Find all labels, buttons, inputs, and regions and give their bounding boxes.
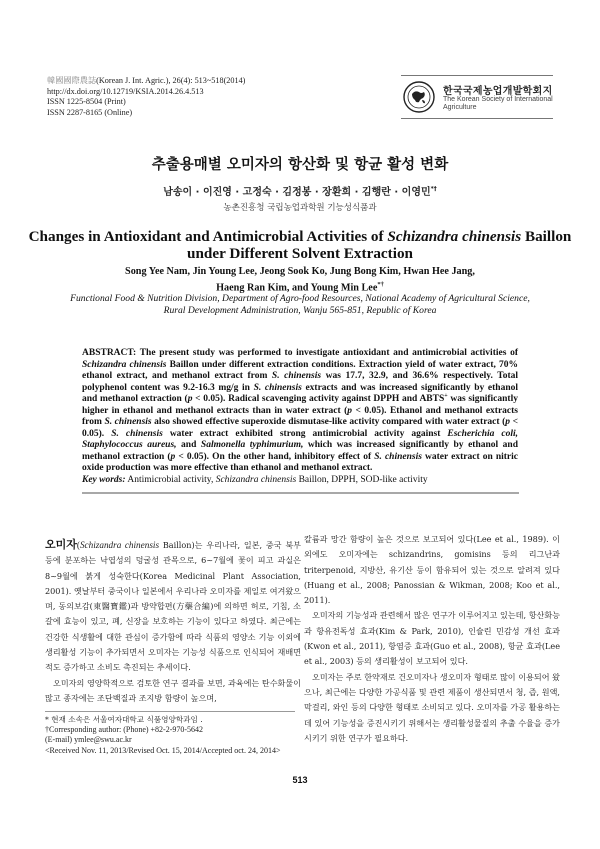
- abstract-label: ABSTRACT:: [82, 348, 137, 358]
- intro-paragraph-1: 오미자(Schizandra chinensis Baillon)는 우리나라, 일본, 중국 북부 등에 분포하는 낙엽성의 덩굴성 관목으로, 6~7월에 꽃이 피고 과실은 8~9월에 붉게 성숙한다(Korea Medicinal Plant Association, 2001). 옛날부터 중국이나 일본에서 우리나라 오미자를 제일로 여겨왔으며, 동의보감(東醫寶鑑)과 방약합편(方藥合編)에 의하면 허로, 기침, 소갈에 효능이 있고, 폐, 신장을 보호하는 기능이 있다고 하였다. 최근에는 건강한 식생활에 대한 관심이 증가함에 따라 식품의 영양소 기능 이외에 생리활성 기능이 추가되면서 오미자는 기능성 식품으로 인식되어 재배면적도 증가하고 소비도 촉진되는 추세이다.: [45, 538, 301, 673]
- footnote-email[interactable]: (E-mail) ymlee@swu.ac.kr: [45, 735, 132, 745]
- body-right-column: [304, 532, 560, 746]
- korean-authors: 남송이 · 이진영 · 고정숙 · 김정봉 · 장환희 · 김행란 · 이영민*†: [163, 185, 437, 198]
- korean-affiliation: 농촌진흥청 국립농업과학원 기능성식품과: [223, 203, 377, 213]
- globe-emblem-icon: [403, 81, 435, 113]
- footnote-corresponding: †Corresponding author: (Phone) +82-2-970-5642: [45, 725, 204, 735]
- footnotes: [45, 715, 281, 756]
- english-authors: Song Yee Nam, Jin Young Lee, Jeong Sook Ko, Jung Bong Kim, Hwan Hee Jang, Haeng Ran Kim, and Young Min Lee*†: [125, 266, 475, 293]
- page-number: 513: [292, 775, 308, 785]
- society-name-en: The Korean Society of International Agriculture: [443, 96, 553, 111]
- intro-paragraph-3: 칼륨과 망간 함량이 높은 것으로 보고되어 있다(Lee et al., 1989). 이 외에도 오미자에는 schizandrins, gomisins 등의 리그난과 triterpenoid, 지방산, 유기산 등이 함유되어 있는 것으로 알려져 있다(Huang et al., 2008; Panossian & Wikman, 2008; Koo et al., 2011).: [304, 534, 560, 606]
- intro-paragraph-2: 오미자의 영양학적으로 검토한 연구 결과를 보면, 과육에는 탄수화물이 많고 종자에는 조단백질과 조지방 함량이 높으며,: [45, 677, 301, 703]
- issn-online: ISSN 2287-8165 (Online): [47, 107, 133, 117]
- society-logo: [401, 75, 553, 119]
- journal-info: [47, 76, 245, 118]
- intro-paragraph-4: 오미자의 기능성과 관련해서 많은 연구가 이루어지고 있는데, 항산화능과 항유전독성 효과(Kim & Park, 2010), 인슐린 민감성 개선 효과(Kwon et al., 2011), 항염증 효과(Guo et al., 2008), 항균 효과(Lee et al., 2003) 등의 생리활성이 보고되어 있다.: [304, 610, 560, 667]
- footnote-received: <Received Nov. 11, 2013/Revised Oct. 15, 2014/Accepted oct. 24, 2014>: [45, 745, 281, 755]
- intro-paragraph-5: 오미자는 주로 한약재로 건오미자나 생오미자 형태로 많이 이용되어 왔으나, 최근에는 다양한 가공식품 및 관련 제품이 생산되면서 청, 즙, 원액, 막걸리, 와인 등의 다양한 형태로 소비되고 있다. 오미자를 가공 활용하는데 있어 기능성을 증진시키기 위해서는 생리활성물질의 추출 수율을 증가시키기 위한 연구가 필요하다.: [304, 671, 560, 743]
- lead-word: 오미자: [45, 538, 77, 551]
- english-title: Changes in Antioxidant and Antimicrobial Activities of Schizandra chinensis Baillon under Different Solvent Extraction: [28, 228, 572, 262]
- issn-print: ISSN 1225-8504 (Print): [47, 97, 126, 107]
- journal-citation: 韓國國際農誌(Korean J. Int. Agric.), 26(4): 513~518(2014): [47, 76, 246, 85]
- society-name-ko: 한국국제농업개발학회지: [443, 86, 553, 97]
- english-affiliation: Functional Food & Nutrition Division, Department of Agro-food Resources, National Academy of Agricultural Science, Rural Development Administration, Wanju 565-851, Republic of Korea: [70, 293, 530, 317]
- korean-title: 추출용매별 오미자의 항산화 및 항균 활성 변화: [151, 157, 449, 173]
- keywords: Key words: Antimicrobial activity, Schizandra chinensis Baillon, DPPH, SOD-like activity: [82, 475, 428, 485]
- abstract: ABSTRACT: The present study was performed to investigate antioxidant and antimicrobial activities of Schizandra chinensis Baillon under different extraction conditions. Extraction yield of water extract, 70% ethanol extract, and methanol extract from S. chinensis was 17.7, 32.9, and 36.6% respectively. Total polyphenol content was 9.2-16.3 mg/g in S. chinensis extracts and was increased significantly by ethanol and methanol extraction (p < 0.05). Radical scavenging activity against DPPH and ABTS+ was significantly higher in ethanol and methanol extracts than in water extract (p < 0.05). Ethanol and methanol extracts from S. chinensis also showed effective superoxide dismutase-like activity compared with water extract (p < 0.05). S. chinensis water extract exhibited strong antimicrobial activity against Escherichia coli, Staphylococcus aureus, and Salmonella typhimurium, which was increased significantly by ethanol and methanol extraction (p < 0.05). On the other hand, inhibitory effect of S. chinensis water extract on nitric oxide production was more effective than ethanol and methanol extract.: [82, 348, 518, 474]
- footnote-divider: [45, 711, 295, 712]
- abstract-divider: [82, 492, 519, 494]
- doi-link[interactable]: http://dx.doi.org/10.12719/KSIA.2014.26.4.513: [47, 86, 204, 96]
- footnote-current-affiliation: * 현재 소속은 서울여자대학교 식품영양학과임 .: [45, 715, 203, 724]
- body-left-column: [45, 537, 301, 706]
- keywords-label: Key words:: [82, 475, 126, 485]
